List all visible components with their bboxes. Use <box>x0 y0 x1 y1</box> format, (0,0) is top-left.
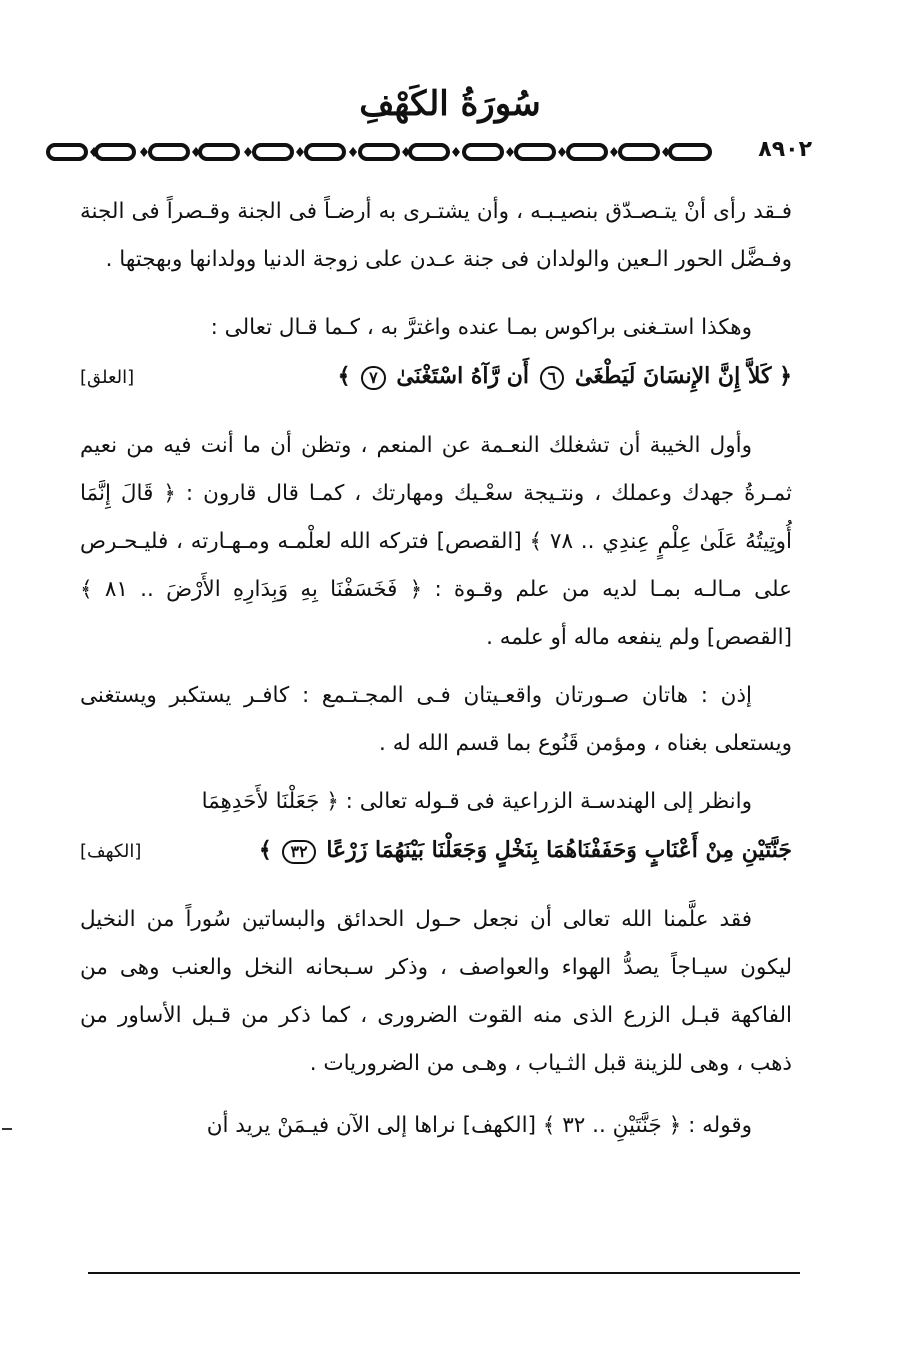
surah-reference: [العلق] <box>80 367 135 388</box>
surah-reference: [الكهف] <box>80 841 142 862</box>
verse-text-group <box>259 826 792 874</box>
paragraph-4: إذن : هاتان صـورتان واقعـيتان فـى المجـتـمع : كافـر يستكبر ويستغنى ويستعلى بغناه ، ومؤمن قَنُوع بما قسم الله له . <box>80 683 792 756</box>
paragraph-3: وأول الخيبة أن تشغلك النعـمة عن المنعم ، وتظن أن ما أنت فيه من نعيم ثمـرةُ جهدك وعملك ، ونتـيجة سعْـيك ومهارتك ، كمـا قال قارون : ﴿ قَالَ إِنَّمَا أُوتِيتُهُ عَلَىٰ عِلْمٍ عِندِي .. ٧٨ ﴾ [القصص] فتركه الله لعلْمـه ومـهـارته ، فليـحـرص على مـالـه بمـا لديه من علم وقـوة : ﴿ فَخَسَفْنَا بِهِ وَبِدَارِهِ الأَرْضَ .. ٨١ ﴾ [القصص] ولم ينفعه ماله أو علمه . <box>80 433 793 650</box>
ayah-number: ٧ <box>361 366 386 390</box>
paragraph-1: فـقد رأى أنْ يتـصـدّق بنصيـبـه ، وأن يشتـرى به أرضـاً فى الجنة وقـصراً فى الجنة وفـضَّل الحور الـعين والولدان فى جنة عـدن على زوجة الدنيا وولدانها وبهجتها . <box>80 199 792 272</box>
quran-verse-line <box>80 826 792 876</box>
verse-text: ﴿ كَلاَّ إِنَّ الإِنسَانَ لَيَطْغَىٰ <box>574 363 792 389</box>
surah-title: سُورَةُ الكَهْفِ <box>359 84 541 124</box>
verse-text-group <box>338 352 792 400</box>
closing-bracket: ﴾ <box>337 363 351 389</box>
quran-verse-line <box>80 352 792 402</box>
main-text <box>80 188 792 1150</box>
page-number: ٨٩٠٢ <box>754 136 816 164</box>
ayah-number: ٣٢ <box>282 840 315 864</box>
verse-text: أَن رَّآهُ اسْتَغْنَىٰ <box>396 363 530 389</box>
verse-text: جَنَّتَيْنِ مِنْ أَعْنَابٍ وَحَفَفْنَاهُمَا بِنَخْلٍ وَجَعَلْنَا بَيْنَهُمَا زَرْعًا <box>326 837 792 863</box>
paragraph-5-intro: وانظر إلى الهندسـة الزراعية فى قـوله تعالى : ﴿ جَعَلْنَا لأَحَدِهِمَا <box>201 789 752 814</box>
footer-divider <box>88 1272 800 1274</box>
closing-bracket: ﴾ <box>258 837 272 863</box>
paragraph-2-intro: وهكذا استـغنى براكوس بمـا عنده واغترَّ به ، كـما قـال تعالى : <box>210 315 752 340</box>
paragraph-7: وقوله : ﴿ جَنَّتَيْنِ .. ٣٢ ﴾ [الكهف] نراها إلى الآن فيـمَنْ يريد أن <box>206 1113 752 1138</box>
paragraph-6: فقد علَّمنا الله تعالى أن نجعل حـول الحدائق والبساتين سُوراً من النخيل ليكون سيـاجاً يصدُّ الهواء والعواصف ، وذكر سـبحانه النخل والعنب وهى من الفاكهة قبـل الزرع الذى منه القوت الضرورى ، كما ذكر من قـبل الأساور من ذهب ، وهى للزينة قبل الثـياب ، وهـى من الضروريات . <box>80 907 792 1076</box>
margin-mark <box>2 1128 12 1130</box>
decorative-chain-rule <box>44 140 814 164</box>
ayah-number: ٦ <box>540 366 565 390</box>
